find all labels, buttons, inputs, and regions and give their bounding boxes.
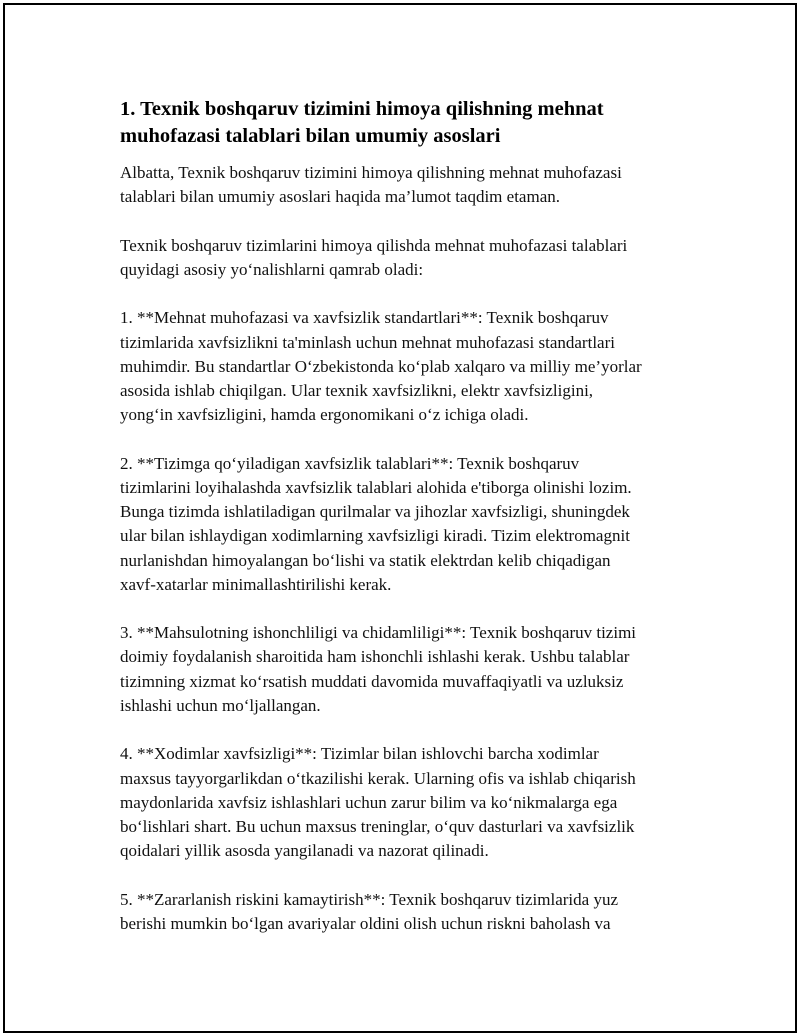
text-line: asosida ishlab chiqilgan. Ular texnik xavfsizlikni, elektr xavfsizligini, bbox=[120, 381, 594, 401]
overview-paragraph bbox=[120, 234, 700, 282]
text-line: xavf-xatarlar minimallashtirilishi kerak. bbox=[120, 574, 392, 594]
text-line: tizimning xizmat ko‘rsatish muddati davomida muvaffaqiyatli va uzluksiz bbox=[120, 671, 624, 691]
text-line: 2. **Tizimga qo‘yiladigan xavfsizlik talablari**: Texnik boshqaruv bbox=[120, 453, 580, 473]
intro-paragraph bbox=[120, 161, 700, 209]
text-line: quyidagi asosiy yo‘nalishlarni qamrab oladi: bbox=[120, 259, 424, 279]
text-line: Bunga tizimda ishlatiladigan qurilmalar va jihozlar xavfsizligi, shuningdek bbox=[120, 502, 630, 522]
title-line: muhofazasi talablari bilan umumiy asoslari bbox=[120, 125, 501, 147]
list-item-system-requirements bbox=[120, 452, 700, 597]
text-line: ular bilan ishlaydigan xodimlarning xavfsizligi kiradi. Tizim elektromagnit bbox=[120, 526, 630, 546]
text-line: muhimdir. Bu standartlar O‘zbekistonda ko‘plab xalqaro va milliy me’yorlar bbox=[120, 356, 642, 376]
text-line: ishlashi uchun mo‘ljallangan. bbox=[120, 695, 321, 715]
document-page bbox=[3, 3, 797, 1033]
list-item-risk-reduction bbox=[120, 888, 700, 936]
text-line: nurlanishdan himoyalangan bo‘lishi va statik elektrdan kelib chiqadigan bbox=[120, 550, 611, 570]
text-line: 1. **Mehnat muhofazasi va xavfsizlik standartlari**: Texnik boshqaruv bbox=[120, 308, 609, 328]
text-line: yong‘in xavfsizligini, hamda ergonomikani o‘z ichiga oladi. bbox=[120, 405, 529, 425]
text-line: doimiy foydalanish sharoitida ham ishonchli ishlashi kerak. Ushbu talablar bbox=[120, 647, 630, 667]
text-line: maxsus tayyorgarlikdan o‘tkazilishi kerak. Ularning ofis va ishlab chiqarish bbox=[120, 768, 636, 788]
text-line: tizimlarini loyihalashda xavfsizlik talablari alohida e'tiborga olinishi lozim. bbox=[120, 477, 632, 497]
text-line: Texnik boshqaruv tizimlarini himoya qilishda mehnat muhofazasi talablari bbox=[120, 235, 628, 255]
text-line: Albatta, Texnik boshqaruv tizimini himoya qilishning mehnat muhofazasi bbox=[120, 163, 622, 182]
text-line: tizimlarida xavfsizlikni ta'minlash uchun mehnat muhofazasi standartlari bbox=[120, 332, 615, 352]
text-line: 4. **Xodimlar xavfsizligi**: Tizimlar bilan ishlovchi barcha xodimlar bbox=[120, 744, 599, 764]
text-line: talablari bilan umumiy asoslari haqida ma’lumot taqdim etaman. bbox=[120, 187, 560, 207]
text-line: qoidalari yillik asosda yangilanadi va nazorat qilinadi. bbox=[120, 841, 489, 861]
text-line: berishi mumkin bo‘lgan avariyalar oldini olish uchun riskni baholash va bbox=[120, 913, 611, 933]
text-line: maydonlarida xavfsiz ishlashlari uchun zarur bilim va ko‘nikmalarga ega bbox=[120, 792, 618, 812]
document-body bbox=[120, 96, 700, 960]
list-item-reliability bbox=[120, 621, 700, 718]
title-line: 1. Texnik boshqaruv tizimini himoya qilishning mehnat bbox=[120, 98, 604, 120]
list-item-standards bbox=[120, 306, 700, 427]
text-line: bo‘lishlari shart. Bu uchun maxsus treninglar, o‘quv dasturlari va xavfsizlik bbox=[120, 816, 635, 836]
list-item-staff-safety bbox=[120, 742, 700, 863]
text-line: 5. **Zararlanish riskini kamaytirish**: Texnik boshqaruv tizimlarida yuz bbox=[120, 889, 618, 909]
document-title bbox=[120, 96, 700, 150]
text-line: 3. **Mahsulotning ishonchliligi va chidamliligi**: Texnik boshqaruv tizimi bbox=[120, 623, 637, 643]
